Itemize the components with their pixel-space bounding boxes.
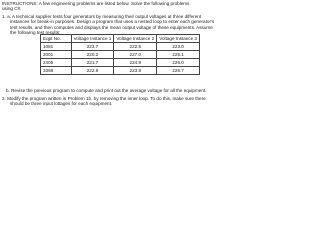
table-row [41, 51, 200, 59]
cell-voltage: 227.0 [114, 51, 157, 59]
cell-eqpt: 1081 [41, 43, 72, 51]
cell-eqpt: 2001 [41, 51, 72, 59]
header-voltage-1: Voltage Instance 1 [71, 35, 114, 43]
instructions-label: INSTRUCTIONS: [2, 1, 38, 6]
instructions-line-1 [2, 1, 198, 6]
cell-voltage: 226.0 [157, 59, 200, 67]
cell-eqpt: 3368 [41, 67, 72, 75]
cell-voltage: 223.0 [157, 43, 200, 51]
cell-voltage: 225.1 [157, 51, 200, 59]
cell-voltage: 223.7 [71, 43, 114, 51]
cell-voltage: 223.8 [114, 67, 157, 75]
instructions-text: A few engineering problems are listed below. Solve the following problems [37, 1, 190, 6]
table-row [41, 67, 200, 75]
cell-voltage: 224.9 [114, 59, 157, 67]
instructions-line-2: using C#. [2, 6, 22, 12]
cell-voltage: 226.7 [157, 67, 200, 75]
test-results-table [40, 34, 200, 75]
cell-eqpt: 2405 [41, 59, 72, 67]
problem-1-line-1: 1. a. A technical supplier tests four generators by measuring their output voltages at three different [2, 13, 202, 19]
problem-2-line-1: 2. Modify the program written in Problem 1b. by removing the inner loop. To do this, make sure there [2, 96, 206, 101]
cell-voltage: 222.5 [114, 43, 157, 51]
cell-voltage: 220.2 [71, 51, 114, 59]
problem-1-line-3: test results, and then computes and displays the mean output voltage of these equipments. Assume [10, 24, 213, 30]
cell-voltage: 221.7 [71, 59, 114, 67]
header-eqpt-no: Eqpt No. [41, 35, 72, 43]
table-header-row [41, 35, 200, 43]
table-row [41, 43, 200, 51]
problem-2-line-2: should be three input lottages for each equipment. [10, 101, 113, 107]
header-voltage-3: Voltage Instance 3 [157, 35, 200, 43]
table-row [41, 59, 200, 67]
document [2, 1, 215, 36]
header-voltage-2: Voltage Instance 2 [114, 35, 157, 43]
cell-voltage: 222.9 [71, 67, 114, 75]
problem-2 [2, 96, 206, 107]
problem-1-line-2: instances for break-in purposes. Design a program that uses a nested loop to enter each generator's [10, 19, 215, 25]
problem-1b-text: b. Revise the previous program to compute and print out the average voltage for all the equipment. [6, 88, 207, 93]
problem-1-line-4: the following test results: [10, 30, 61, 36]
problem-1b [2, 88, 206, 93]
